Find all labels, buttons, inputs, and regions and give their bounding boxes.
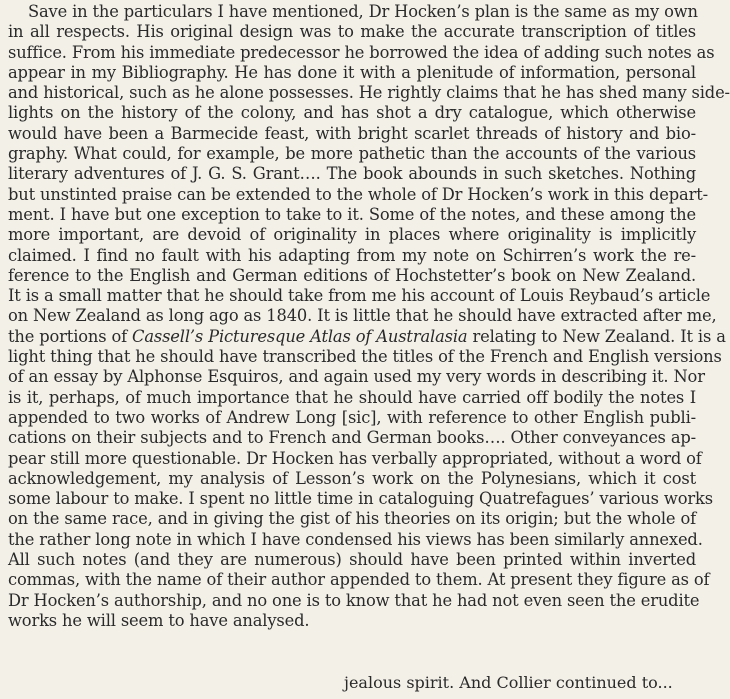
text-line: ment. I have but one exception to take to it. Some of the notes, and these among the [8,204,696,224]
text-line: in all respects. His original design was to make the accurate transcription of titles [8,22,696,42]
book-title: Cassell’s Picturesque Atlas of Australasia [132,326,468,346]
text-line: claimed. I find no fault with his adapting from my note on Schirren’s work the re- [8,245,696,265]
text-line: of an essay by Alphonse Esquiros, and again used my very words in describing it. Nor [8,367,705,387]
text-line: Dr Hocken’s authorship, and no one is to know that he had not even seen the erudite [8,590,700,610]
next-line-cutoff [344,673,700,692]
text-line-last: works he will seem to have analysed. [8,610,310,630]
text-line: appear in my Bibliography. He has done it with a plenitude of information, personal [8,62,696,82]
text-line: ference to the English and German editions of Hochstetter’s book on New Zealand. [8,265,696,285]
text-line: appended to two works of Andrew Long [sic], with reference to other English publi- [8,407,696,427]
text-line: the rather long note in which I have condensed his views has been similarly annexed. [8,529,703,549]
text-line: It is a small matter that he should take from me his account of Louis Reybaud’s article [8,286,711,306]
cutoff-text: jealous spirit. And Collier continued to... [344,673,673,692]
text-line: light thing that he should have transcribed the titles of the French and English versions [8,347,722,367]
text-line: All such notes (and they are numerous) should have been printed within inverted [8,550,696,570]
text-line: literary adventures of J. G. S. Grant…. The book abounds in such sketches. Nothing [8,164,696,184]
text-line: graphy. What could, for example, be more pathetic than the accounts of the various [8,144,696,164]
text-line: suffice. From his immediate predecessor he borrowed the idea of adding such notes as [8,42,715,62]
text-line: acknowledgement, my analysis of Lesson’s work on the Polynesians, which it cost [8,468,696,488]
text-line: is it, perhaps, of much importance that he should have carried off bodily the notes I [8,387,696,407]
text-line: cations on their subjects and to French and German books…. Other conveyances ap- [8,428,696,448]
text-segment: relating to New Zealand. It is a [467,326,726,346]
text-segment: the portions of [8,326,133,346]
text-line: but unstinted praise can be extended to the whole of Dr Hocken’s work in this depart- [8,184,708,204]
text-line: Save in the particulars I have mentioned, Dr Hocken’s plan is the same as my own [28,2,698,21]
text-line: lights on the history of the colony, and has shot a dry catalogue, which otherwise [8,103,696,123]
text-line: and historical, such as he alone possesses. He rightly claims that he has shed many side- [8,83,730,103]
quoted-passage [8,2,730,631]
text-line: more important, are devoid of originality in places where originality is implicitly [8,225,696,245]
text-line: some labour to make. I spent no little time in cataloguing Quatrefagues’ various works [8,489,713,509]
text-line: on the same race, and in giving the gist of his theories on its origin; but the whole of [8,509,696,529]
text-line: would have been a Barmecide feast, with bright scarlet threads of history and bio- [8,123,696,143]
text-line-with-title [8,326,726,347]
text-line: commas, with the name of their author appended to them. At present they figure as of [8,570,710,590]
text-line: on New Zealand as long ago as 1840. It is little that he should have extracted after me, [8,306,717,326]
text-line: pear still more questionable. Dr Hocken has verbally appropriated, without a word of [8,448,702,468]
